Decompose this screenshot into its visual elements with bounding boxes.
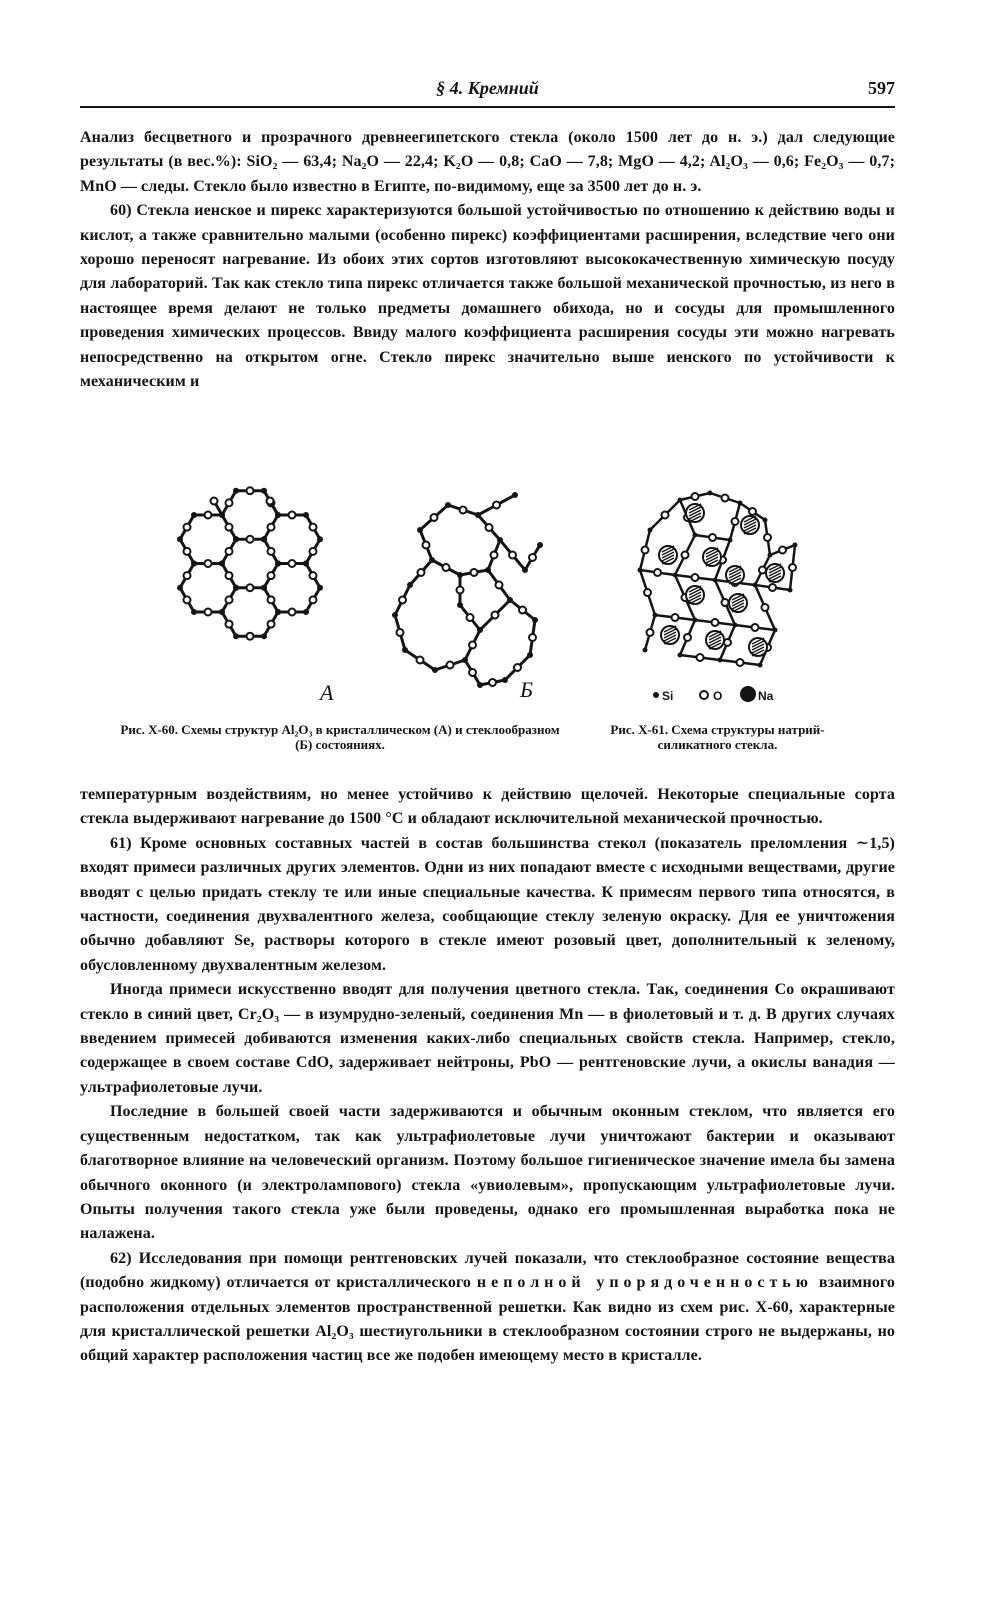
legend-na-label: Na [758, 689, 774, 703]
figure-60b-label: Б [520, 677, 533, 702]
figure-60a-label: А [320, 680, 334, 705]
figure-61-caption: Рис. X-61. Схема структуры натрий-силикатного стекла. [610, 722, 825, 752]
running-head: § 4. Кремний [436, 78, 539, 98]
paragraph-62: 62) Исследования при помощи рентгеновских лучей показали, что стеклообразное состояние вещества (подобно жидкому) отличается от кристаллического неполной упорядоченностью взаимного расположения отдельных элементов пространственной решетки. Как видно из схем рис. X-60, характерные для кристаллической решетки Al₂O₃ шестиугольники в стеклообразном состоянии строго не выдержаны, но общий характер расположения частиц все же подобен имеющему место в кристалле. [80, 1249, 896, 1365]
paragraph-continued: температурным воздействиям, но менее устойчиво к действию щелочей. Некоторые специальные сорта стекла выдерживают нагревание до 1500 °С и обладают исключительной механической прочностью. [80, 786, 895, 828]
legend-si-label: Si [662, 689, 674, 703]
paragraph-colored-glass: Иногда примеси искусственно вводят для получения цветного стекла. Так, соединения Co окрашивают стекло в синий цвет, Cr₂O₃ — в изумрудно-зеленый, соединения Mn — в фиолетовый и т. д. В других случаях введением примесей добиваются изменения каких-либо специальных свойств стекла. Например, стекло, содержащее в своем составе CdO, задерживает нейтроны, PbO — рентгеновские лучи, а окислы ванадия — ультрафиолетовые лучи. [80, 981, 895, 1096]
figure-61-sodium-silicate [620, 475, 820, 710]
page-number: 597 [868, 78, 895, 98]
top-text-block [80, 126, 895, 394]
figures-area [80, 470, 895, 760]
paragraph-60: 60) Стекла иенское и пирекс характеризуются большой устойчивостью по отношению к действию воды и кислот, а также сравнительно малыми (особенно пирекс) коэффициентами расширения, вследствие чего они хорошо переносят нагревание. Из обоих этих сортов изготовляют высококачественную химическую посуду для лабораторий. Так как стекло типа пирекс отличается также большой механической прочностью, из него в настоящее время делают не только предметы домашнего обихода, но и сосуды для промышленного проведения химических процессов. Ввиду малого коэффициента расширения сосуды эти можно нагревать непосредственно на открытом огне. Стекло пирекс значительно выше иенского по устойчивости к механическим и [80, 202, 895, 391]
legend-o-label: O [713, 689, 723, 703]
page-header [80, 76, 895, 108]
figure-60-caption: Рис. X-60. Схемы структур Al₂O₃ в кристаллическом (А) и стеклообразном (Б) состояниях. [120, 722, 560, 752]
spaced-emphasis: неполной упорядоченностью [476, 1274, 813, 1292]
paragraph-egypt-glass: Анализ бесцветного и прозрачного древнеегипетского стекла (около 1500 лет до н. э.) дал следующие результаты (в вес.%): SiO₂ — 63,4; Na₂O — 22,4; K₂O — 0,8; CaO — 7,8; MgO — 4,2; Al₂O₃ — 0,6; Fe₂O₃ — 0,7; MnO — следы. Стекло было известно в Египте, по-видимому, еще за 3500 лет до н. э. [80, 129, 895, 195]
figure-60a-crystalline [145, 470, 355, 705]
paragraph-uv-glass: Последние в большей своей части задерживаются и обычным оконным стеклом, что является его существенным недостатком, так как ультрафиолетовые лучи уничтожают бактерии и оказывают благотворное влияние на человеческий организм. Поэтому большое гигиеническое значение имела бы замена обычного оконного (и электролампового) стекла «увиолевым», пропускающим ультрафиолетовые лучи. Опыты получения такого стекла уже были проведены, однако его промышленная выработка пока не налажена. [80, 1103, 895, 1243]
figure-61-legend [653, 686, 774, 703]
paragraph-61: 61) Кроме основных составных частей в состав большинства стекол (показатель преломления ∼1,5) входят примеси различных других элементов. Одни из них попадают вместе с исходными веществами, другие вводят с целью придать стеклу те или иные специальные качества. К примесям первого типа относятся, в частности, соединения двухвалентного железа, сообщающие стеклу зеленую окраску. Для ее уничтожения обычно добавляют Se, растворы которого в стекле имеют розовый цвет, дополнительный к зеленому, обусловленному двухвалентным железом. [80, 834, 895, 974]
bottom-text-block [80, 783, 895, 1369]
figure-60b-glassy [360, 475, 570, 710]
